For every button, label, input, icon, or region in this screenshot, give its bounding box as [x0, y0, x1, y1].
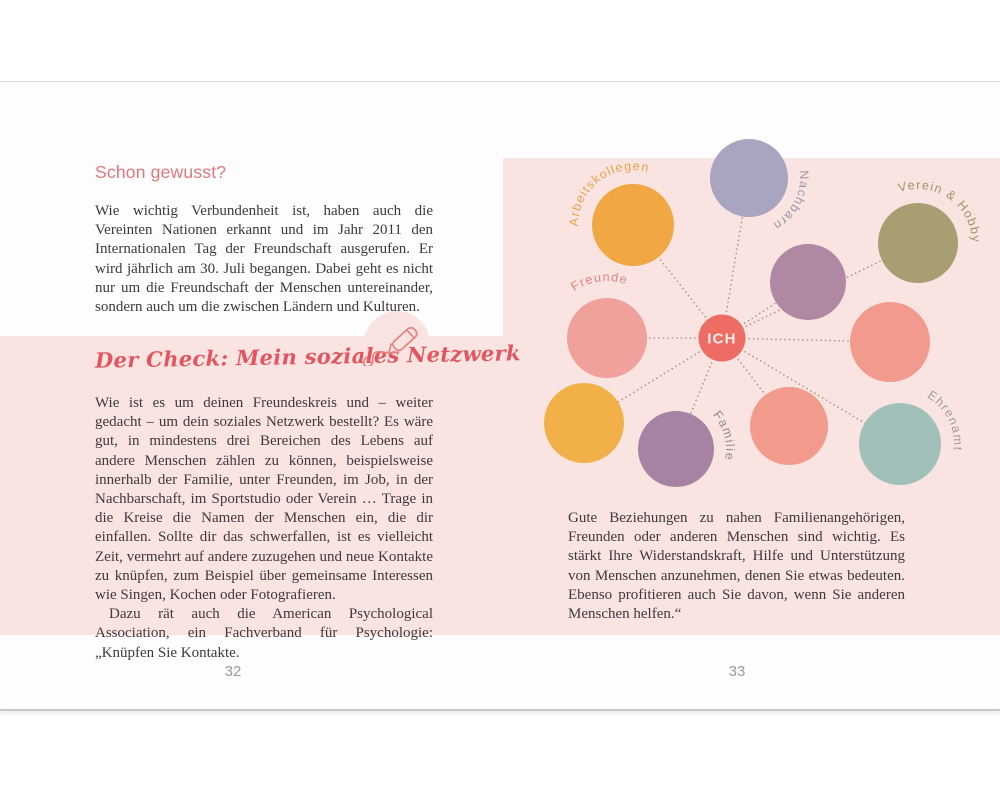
node-label-ehrenamt: Ehrenamt	[925, 387, 966, 453]
pencil-swoosh	[364, 352, 389, 366]
node-verein-hobby	[878, 203, 958, 283]
section-heading: Schon gewusst?	[95, 162, 227, 182]
right-paragraph: Gute Beziehungen zu nahen Familienangehörigen, Freunden oder anderen Menschen sind wichtig. Es stärkt Ihre Widerstandskraft, Hilfe und Unterstützung von Menschen anzunehmen, denen Sie etwas bedeuten. Ebenso profitieren auch Sie davon, wenn Sie anderen Menschen helfen.“	[568, 510, 905, 623]
node-arbeitskollegen	[592, 184, 674, 266]
node-ich-label: ICH	[707, 330, 737, 348]
node-label-familie: Familie	[710, 408, 738, 462]
node-label-freunde: Freunde	[568, 269, 630, 294]
book-spread	[0, 81, 1000, 711]
node-label-arbeitskollegen: Arbeitskollegen	[566, 158, 652, 227]
network-diagram	[500, 126, 1000, 526]
node-ehrenamt	[859, 403, 941, 485]
node-circle-salmon	[750, 387, 828, 465]
check-paragraph-2: Dazu rät auch die American Psychological Association, ein Fachverband für Psychologie: „Knüpfen Sie Kontakte.	[95, 606, 433, 661]
node-circle-mauve	[770, 244, 846, 320]
node-freunde	[567, 298, 647, 378]
page-number-right: 33	[728, 663, 746, 680]
pencil-doodle-icon	[362, 320, 426, 366]
node-label-nachbarn: Nachbarn	[770, 169, 812, 234]
intro-paragraph: Wie wichtig Verbundenheit ist, haben auch die Vereinten Nationen erkannt und im Jahr 2011 den Internationalen Tag der Freundschaft ausgerufen. Er wird jährlich am 30. Juli begangen. Dabei geht es nicht nur um die Freundschaft der Menschen untereinander, sondern auch um die zwischen Ländern und Kulturen.	[95, 203, 433, 316]
page-number-left: 32	[224, 663, 242, 680]
node-circle-yellow	[544, 383, 624, 463]
node-label-verein-hobby: Verein & Hobby	[896, 177, 984, 244]
check-paragraph-1: Wie ist es um deinen Freundeskreis und – weiter gedacht – um dein soziales Netzwerk bestellt? Es wäre gut, in mindestens drei Bereichen des Lebens auf andere Menschen zählen zu können, beispielsweise innerhalb der Familie, unter Freunden, im Job, in der Nachbarschaft, im Sportstudio oder Verein … Trage in die Kreise die Namen der Menschen ein, die dir einfallen. Sollte dir das schwerfallen, ist es vielleicht Zeit, vermehrt auf andere zuzugehen und neue Kontakte zu knüpfen, zum Beispiel über gemeinsame Interessen wie Singen, Kochen oder Fotografieren.	[95, 395, 433, 604]
node-nachbarn	[710, 139, 788, 217]
check-heading: Der Check: Mein soziales Netzwerk	[94, 340, 521, 373]
check-body	[95, 394, 433, 663]
node-circle-pink	[850, 302, 930, 382]
node-familie	[638, 411, 714, 487]
